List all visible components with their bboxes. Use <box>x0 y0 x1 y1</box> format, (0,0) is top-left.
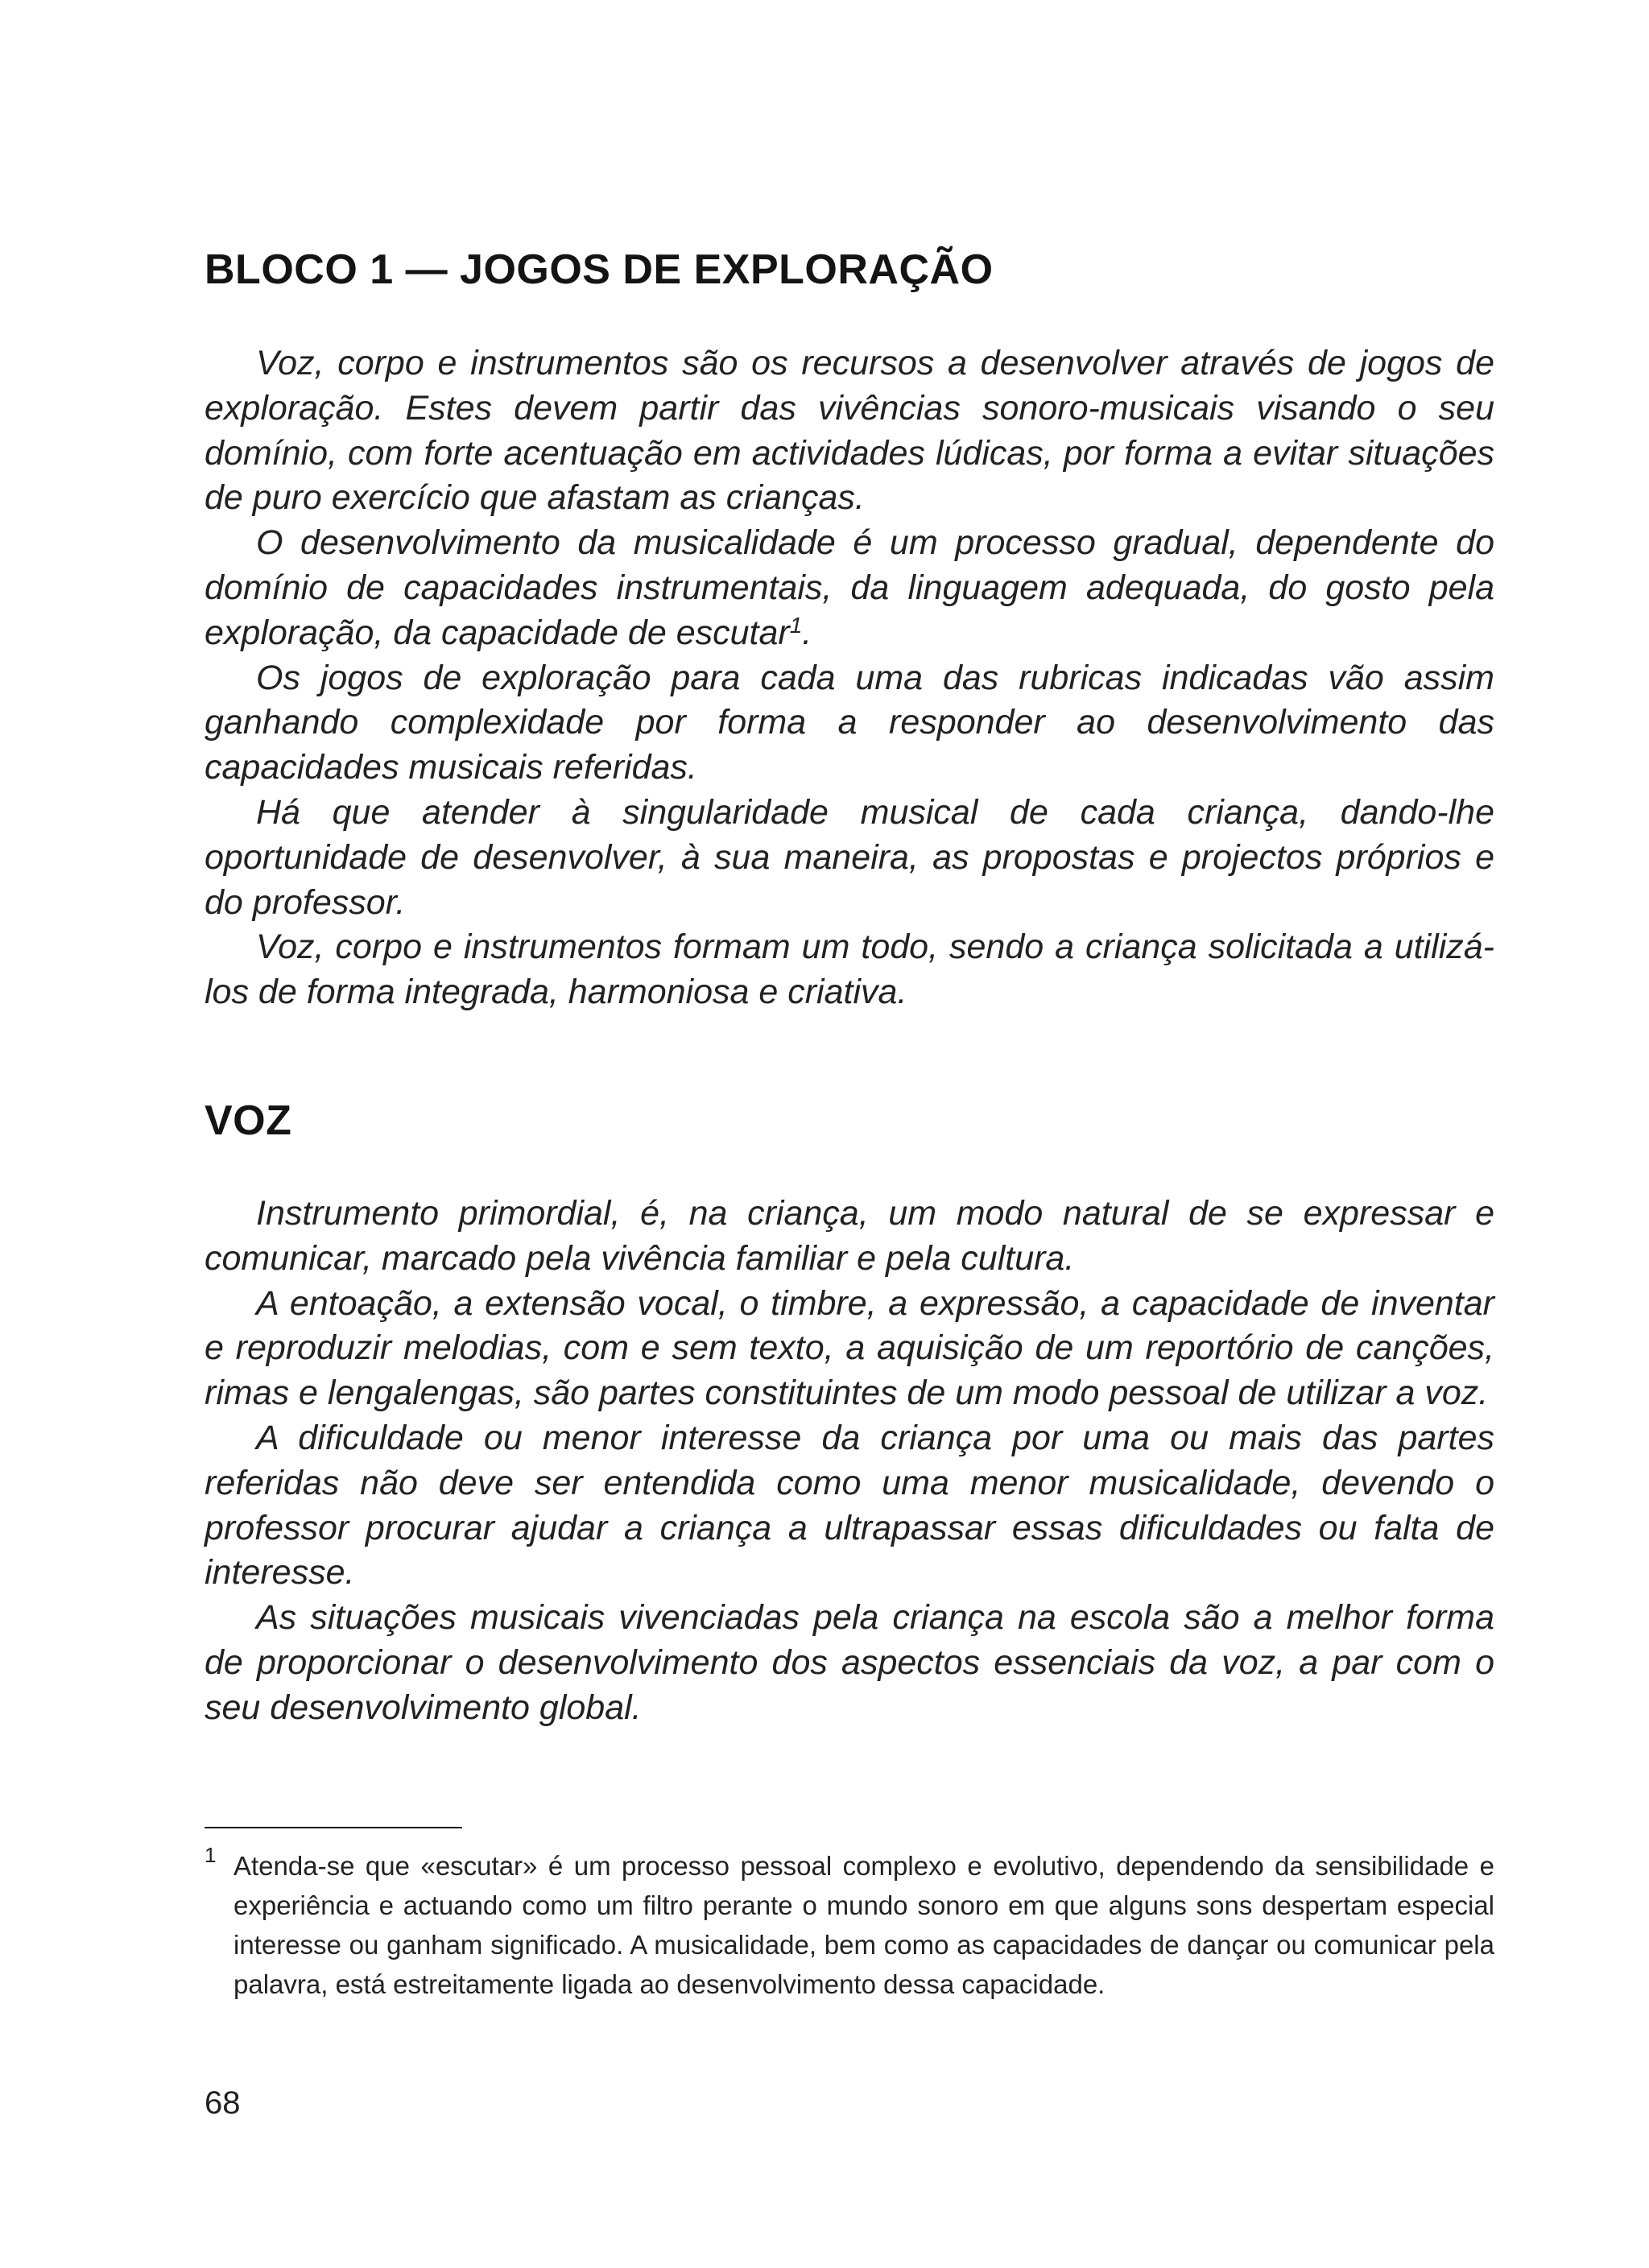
footnote <box>205 1843 1494 2004</box>
paragraph: Instrumento primordial, é, na criança, um modo natural de se expressar e comunicar, marcado pela vivência familiar e pela cultura. <box>205 1194 1494 1278</box>
paragraph-text-tail: . <box>802 613 812 652</box>
footnote-mark: 1 <box>205 1843 217 1867</box>
paragraph: Voz, corpo e instrumentos formam um todo, sendo a criança solicitada a utilizá-los de forma integrada, harmoniosa e criativa. <box>205 927 1494 1012</box>
section-title-bloco1: BLOCO 1 — JOGOS DE EXPLORAÇÃO <box>205 246 994 293</box>
section-body-bloco1 <box>205 341 1494 1015</box>
paragraph: A dificuldade ou menor interesse da criança por uma ou mais das partes referidas não deve ser entendida como uma menor musicalidade, devendo o professor procurar ajudar a criança a ultrapassar essas dificuldades ou falta de interesse. <box>205 1418 1494 1593</box>
paragraph-text: O desenvolvimento da musicalidade é um processo gradual, dependente do domínio de capacidades instrumentais, da linguagem adequada, do gosto pela exploração, da capacidade de escutar <box>205 523 1494 652</box>
footnote-divider <box>205 1827 462 1828</box>
section-title-voz: VOZ <box>205 1097 292 1144</box>
paragraph: As situações musicais vivenciadas pela criança na escola são a melhor forma de proporcionar o desenvolvimento dos aspectos essenciais da voz, a par com o seu desenvolvimento global. <box>205 1598 1494 1727</box>
paragraph: Os jogos de exploração para cada uma das rubricas indicadas vão assim ganhando complexidade por forma a responder ao desenvolvimento das capacidades musicais referidas. <box>205 658 1494 787</box>
paragraph: Há que atender à singularidade musical de cada criança, dando-lhe oportunidade de desenvolver, à sua maneira, as propostas e projectos próprios e do professor. <box>205 792 1494 922</box>
page-number: 68 <box>205 2085 241 2121</box>
footnote-reference: 1 <box>789 612 803 638</box>
paragraph: Voz, corpo e instrumentos são os recursos a desenvolver através de jogos de exploração. Estes devem partir das vivências sonoro-musicais visando o seu domínio, com forte acentuação em actividades lúdicas, por forma a evitar situações de puro exercício que afastam as crianças. <box>205 344 1494 518</box>
section-body-voz <box>205 1192 1494 1731</box>
footnote-text: Atenda-se que «escutar» é um processo pessoal complexo e evolutivo, dependendo da sensibilidade e experiência e actuando como um filtro perante o mundo sonoro em que alguns sons despertam especial interesse ou ganham significado. A musicalidade, bem como as capacidades de dançar ou comunicar pela palavra, está estreitamente ligada ao desenvolvimento dessa capacidade. <box>234 1851 1494 1999</box>
paragraph: A entoação, a extensão vocal, o timbre, a expressão, a capacidade de inventar e reproduzir melodias, com e sem texto, a aquisição de um reportório de canções, rimas e lengalengas, são partes constituintes de um modo pessoal de utilizar a voz. <box>205 1283 1494 1413</box>
paragraph <box>205 521 1494 655</box>
